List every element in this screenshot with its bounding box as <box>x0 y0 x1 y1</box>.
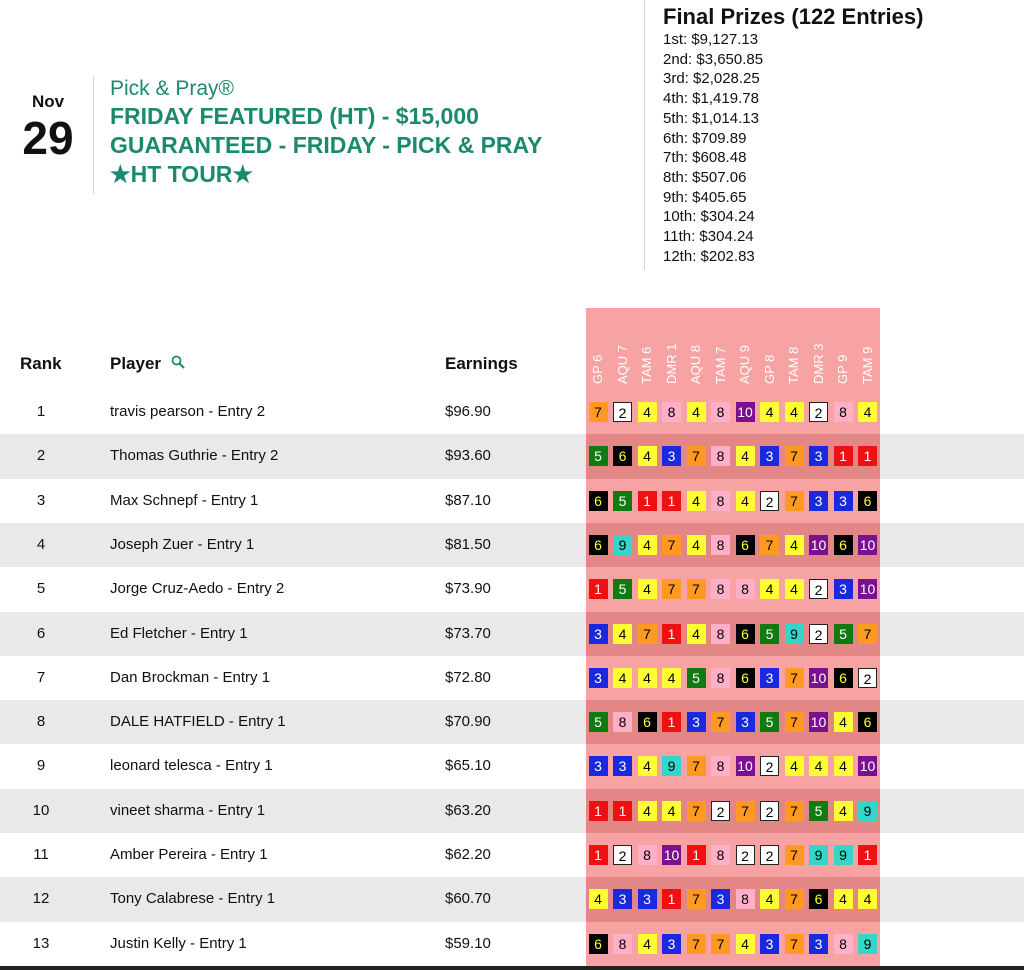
pick-badge: 4 <box>662 668 681 688</box>
pick-badge: 4 <box>785 579 804 599</box>
pick-badge: 2 <box>858 668 877 688</box>
pick-badge: 4 <box>687 535 706 555</box>
pick-badge: 8 <box>736 579 755 599</box>
pick-badge: 3 <box>760 446 779 466</box>
prize-item: 1st: $9,127.13 <box>663 31 759 48</box>
earnings-cell: $73.90 <box>445 580 491 598</box>
table-row[interactable] <box>0 789 1024 833</box>
pick-badge: 2 <box>760 801 779 821</box>
pick-badge: 6 <box>589 535 608 555</box>
pick-badge: 2 <box>613 402 632 422</box>
pick-badge: 3 <box>662 446 681 466</box>
rank-cell: 8 <box>36 713 46 731</box>
pick-badge: 2 <box>760 491 779 511</box>
earnings-cell: $81.50 <box>445 535 491 553</box>
earnings-cell: $59.10 <box>445 934 491 952</box>
player-name[interactable]: DALE HATFIELD - Entry 1 <box>110 713 286 731</box>
pick-badge: 3 <box>613 889 632 909</box>
race-header <box>709 308 734 386</box>
pick-badge: 7 <box>687 889 706 909</box>
pick-badge: 8 <box>736 889 755 909</box>
table-row[interactable] <box>0 833 1024 877</box>
pick-badge: 4 <box>760 889 779 909</box>
final-prizes <box>663 4 923 266</box>
pick-badge: 3 <box>809 446 828 466</box>
table-row[interactable] <box>0 390 1024 434</box>
pick-badge: 3 <box>736 712 755 732</box>
player-name[interactable]: Justin Kelly - Entry 1 <box>110 934 247 952</box>
race-header <box>831 308 856 386</box>
pick-badge: 5 <box>809 801 828 821</box>
table-row[interactable] <box>0 612 1024 656</box>
pick-badge: 4 <box>638 402 657 422</box>
pick-badge: 4 <box>834 712 853 732</box>
pick-badge: 7 <box>785 934 804 954</box>
race-header <box>856 308 881 386</box>
race-header <box>660 308 685 386</box>
pick-badge: 9 <box>809 845 828 865</box>
rank-cell: 4 <box>36 535 46 553</box>
player-name[interactable]: Max Schnepf - Entry 1 <box>110 491 259 509</box>
pick-badge: 3 <box>834 579 853 599</box>
table-row[interactable] <box>0 434 1024 478</box>
race-header-label: TAM 9 <box>859 346 875 384</box>
pick-badge: 10 <box>737 758 753 775</box>
pick-badge: 3 <box>711 889 730 909</box>
pick-badge: 7 <box>589 402 608 422</box>
prize-item: 9th: $405.65 <box>663 188 747 206</box>
pick-badge: 5 <box>589 712 608 732</box>
event-title-block <box>110 76 590 189</box>
pick-badge: 7 <box>662 535 681 555</box>
pick-badge: 9 <box>662 756 681 776</box>
rank-cell: 1 <box>36 403 46 420</box>
pick-badge: 6 <box>589 934 608 954</box>
pick-badge: 4 <box>809 756 828 776</box>
earnings-cell: $63.20 <box>445 801 491 819</box>
pick-badge: 7 <box>785 889 804 909</box>
pick-badge: 4 <box>736 491 755 511</box>
pick-badge: 2 <box>809 402 828 422</box>
pick-badge: 8 <box>638 845 657 865</box>
rank-cell: 11 <box>33 846 49 863</box>
player-name[interactable]: leonard telesca - Entry 1 <box>110 757 273 775</box>
player-name[interactable]: Joseph Zuer - Entry 1 <box>110 535 255 553</box>
rank-cell: 12 <box>32 890 50 908</box>
table-row[interactable] <box>0 479 1024 523</box>
player-header-label: Player <box>110 354 162 373</box>
pick-badge: 4 <box>834 801 853 821</box>
pick-badge: 6 <box>736 535 755 555</box>
pick-badge: 10 <box>737 404 753 420</box>
pick-badge: 3 <box>834 491 853 511</box>
player-name[interactable]: Dan Brockman - Entry 1 <box>110 668 271 686</box>
pick-badge: 4 <box>638 579 657 599</box>
earnings-cell: $73.70 <box>445 624 491 642</box>
pick-badge: 7 <box>687 756 706 776</box>
pick-badge: 8 <box>711 579 730 599</box>
pick-badge: 8 <box>711 845 730 865</box>
pick-badge: 7 <box>687 801 706 821</box>
player-name[interactable]: Thomas Guthrie - Entry 2 <box>110 447 279 465</box>
race-header <box>635 308 660 386</box>
pick-badge: 1 <box>662 889 681 909</box>
race-header-label: GP 9 <box>835 354 851 384</box>
pick-badge: 4 <box>834 889 853 909</box>
pick-badge: 6 <box>736 668 755 688</box>
search-icon[interactable] <box>167 356 185 373</box>
rank-cell: 3 <box>36 491 46 509</box>
pick-badge: 8 <box>711 491 730 511</box>
rank-cell: 6 <box>36 624 46 642</box>
pick-badge: 6 <box>834 535 853 555</box>
event-title: FRIDAY FEATURED (HT) - $15,000 GUARANTEED - FRIDAY - PICK & PRAY ★HT TOUR★ <box>110 103 542 187</box>
pick-badge: 4 <box>638 446 657 466</box>
pick-badge: 3 <box>809 934 828 954</box>
pick-badge: 4 <box>785 535 804 555</box>
pick-badge: 6 <box>834 668 853 688</box>
pick-badge: 5 <box>589 446 608 466</box>
race-header-label: TAM 7 <box>712 346 728 384</box>
event-date <box>14 92 82 162</box>
race-header <box>733 308 758 386</box>
pick-badge: 1 <box>662 491 681 511</box>
race-header <box>758 308 783 386</box>
pick-badge: 8 <box>711 535 730 555</box>
pick-badge: 3 <box>760 668 779 688</box>
player-name[interactable]: travis pearson - Entry 2 <box>110 403 266 420</box>
pick-badge: 9 <box>858 934 877 954</box>
pick-badge: 1 <box>613 801 632 821</box>
prize-item: 2nd: $3,650.85 <box>663 50 764 68</box>
divider <box>93 76 94 194</box>
pick-badge: 2 <box>760 845 779 865</box>
pick-badge: 8 <box>834 934 853 954</box>
race-header <box>782 308 807 386</box>
pick-badge: 4 <box>858 402 877 422</box>
prizes-heading: Final Prizes (122 Entries) <box>663 4 924 29</box>
pick-badge: 1 <box>589 579 608 599</box>
race-header-label: TAM 6 <box>639 346 655 384</box>
pick-badge: 5 <box>760 712 779 732</box>
prize-item: 6th: $709.89 <box>663 129 747 147</box>
pick-badge: 4 <box>687 402 706 422</box>
race-header-label: AQU 9 <box>737 344 753 384</box>
pick-badge: 7 <box>687 446 706 466</box>
pick-badge: 10 <box>810 714 827 731</box>
earnings-cell: $62.20 <box>445 846 491 863</box>
player-name[interactable]: Jorge Cruz-Aedo - Entry 2 <box>110 580 285 598</box>
pick-badge: 1 <box>834 446 853 466</box>
rank-cell: 13 <box>32 934 50 952</box>
pick-badge: 3 <box>809 491 828 511</box>
table-row[interactable] <box>0 922 1024 966</box>
pick-badge: 4 <box>834 756 853 776</box>
pick-badge: 5 <box>613 491 632 511</box>
race-header <box>611 308 636 386</box>
race-headers <box>586 308 880 386</box>
race-header-label: TAM 8 <box>786 346 802 384</box>
pick-badge: 4 <box>589 889 608 909</box>
table-row[interactable] <box>0 877 1024 921</box>
pick-badge: 4 <box>785 402 804 422</box>
earnings-cell: $60.70 <box>445 890 491 908</box>
pick-badge: 8 <box>711 756 730 776</box>
pick-badge: 7 <box>785 491 804 511</box>
pick-badge: 8 <box>613 934 632 954</box>
player-name[interactable]: Amber Pereira - Entry 1 <box>110 846 268 863</box>
pick-badge: 2 <box>809 624 828 644</box>
race-header-label: AQU 7 <box>614 344 630 384</box>
pick-badge: 4 <box>638 668 657 688</box>
race-header <box>807 308 832 386</box>
prize-item: 5th: $1,014.13 <box>663 109 759 127</box>
pick-badge: 4 <box>662 801 681 821</box>
event-month: Nov <box>31 92 65 111</box>
pick-badge: 7 <box>785 446 804 466</box>
pick-badge: 1 <box>858 845 877 865</box>
race-header <box>586 308 611 386</box>
pick-badge: 7 <box>662 579 681 599</box>
rank-header: Rank <box>20 354 62 373</box>
pick-badge: 4 <box>638 756 657 776</box>
pick-badge: 4 <box>736 446 755 466</box>
pick-badge: 2 <box>736 845 755 865</box>
pick-badge: 2 <box>760 756 779 776</box>
pick-badge: 8 <box>711 624 730 644</box>
earnings-header: Earnings <box>445 354 518 373</box>
prize-item: 8th: $507.06 <box>663 168 747 186</box>
pick-badge: 1 <box>589 801 608 821</box>
player-header[interactable] <box>110 354 185 374</box>
earnings-cell: $87.10 <box>445 491 491 509</box>
rank-cell: 9 <box>36 757 46 775</box>
event-subtitle: Pick & Pray® <box>110 77 235 100</box>
pick-badge: 4 <box>687 491 706 511</box>
pick-badge: 4 <box>687 624 706 644</box>
rank-cell: 5 <box>36 580 46 598</box>
pick-badge: 8 <box>711 668 730 688</box>
pick-badge: 8 <box>834 402 853 422</box>
pick-badge: 8 <box>711 402 730 422</box>
pick-badge: 8 <box>662 402 681 422</box>
pick-badge: 6 <box>613 446 632 466</box>
pick-badge: 3 <box>760 934 779 954</box>
race-header-label: GP 8 <box>761 354 777 384</box>
rank-cell: 7 <box>36 668 46 686</box>
prize-item: 11th: $304.24 <box>663 228 754 246</box>
race-header-label: DMR 3 <box>810 343 826 384</box>
pick-badge: 10 <box>859 536 876 553</box>
prize-item: 10th: $304.24 <box>663 208 755 226</box>
pick-badge: 7 <box>736 801 755 821</box>
pick-badge: 8 <box>711 446 730 466</box>
race-header <box>684 308 709 386</box>
pick-badge: 7 <box>687 934 706 954</box>
pick-badge: 9 <box>834 845 853 865</box>
race-header-label: GP 6 <box>590 354 606 384</box>
pick-badge: 1 <box>589 845 608 865</box>
pick-badge: 10 <box>859 758 876 775</box>
table-row[interactable] <box>0 656 1024 700</box>
prize-item: 4th: $1,419.78 <box>663 90 759 108</box>
pick-badge: 1 <box>638 491 657 511</box>
pick-badge: 4 <box>638 535 657 555</box>
table-row[interactable] <box>0 700 1024 744</box>
pick-badge: 7 <box>858 624 877 644</box>
pick-badge: 2 <box>711 801 730 821</box>
earnings-cell: $65.10 <box>445 757 491 775</box>
pick-badge: 9 <box>785 624 804 644</box>
pick-badge: 3 <box>662 934 681 954</box>
pick-badge: 4 <box>760 402 779 422</box>
pick-badge: 8 <box>613 712 632 732</box>
race-header-label: DMR 1 <box>663 343 679 384</box>
pick-badge: 1 <box>662 624 681 644</box>
prize-item: 7th: $608.48 <box>663 149 747 167</box>
pick-badge: 10 <box>810 669 827 686</box>
pick-badge: 7 <box>785 845 804 865</box>
pick-badge: 1 <box>687 845 706 865</box>
pick-badge: 4 <box>613 624 632 644</box>
pick-badge: 4 <box>736 934 755 954</box>
pick-badge: 7 <box>711 934 730 954</box>
pick-badge: 10 <box>663 847 680 863</box>
pick-badge: 1 <box>858 446 877 466</box>
bottom-bar <box>0 966 1024 970</box>
pick-badge: 6 <box>809 889 828 909</box>
pick-badge: 7 <box>785 712 804 732</box>
player-name[interactable]: Tony Calabrese - Entry 1 <box>110 890 276 908</box>
player-name[interactable]: Ed Fletcher - Entry 1 <box>110 624 248 642</box>
pick-badge: 3 <box>589 668 608 688</box>
prize-item: 3rd: $2,028.25 <box>663 70 760 88</box>
pick-badge: 6 <box>589 491 608 511</box>
earnings-cell: $70.90 <box>445 713 491 731</box>
pick-badge: 3 <box>638 889 657 909</box>
player-name[interactable]: vineet sharma - Entry 1 <box>110 801 266 819</box>
pick-badge: 4 <box>760 579 779 599</box>
pick-badge: 6 <box>736 624 755 644</box>
pick-badge: 7 <box>711 712 730 732</box>
pick-badge: 9 <box>858 801 877 821</box>
pick-badge: 4 <box>858 889 877 909</box>
table-row[interactable] <box>0 567 1024 611</box>
pick-badge: 1 <box>662 712 681 732</box>
pick-badge: 3 <box>589 624 608 644</box>
pick-badge: 6 <box>858 491 877 511</box>
table-row[interactable] <box>0 523 1024 567</box>
table-row[interactable] <box>0 744 1024 788</box>
race-header-label: AQU 8 <box>688 344 704 384</box>
pick-badge: 7 <box>638 624 657 644</box>
pick-badge: 4 <box>638 801 657 821</box>
pick-badge: 10 <box>810 536 827 553</box>
pick-badge: 2 <box>613 845 632 865</box>
pick-badge: 5 <box>760 624 779 644</box>
pick-badge: 7 <box>760 535 779 555</box>
pick-badge: 9 <box>613 535 632 555</box>
pick-badge: 6 <box>858 712 877 732</box>
pick-badge: 3 <box>589 756 608 776</box>
earnings-cell: $96.90 <box>445 403 491 420</box>
pick-badge: 7 <box>687 579 706 599</box>
pick-badge: 3 <box>687 712 706 732</box>
event-day: 29 <box>22 112 74 164</box>
rank-cell: 2 <box>36 447 46 465</box>
pick-badge: 3 <box>613 756 632 776</box>
pick-badge: 4 <box>785 756 804 776</box>
pick-badge: 5 <box>687 668 706 688</box>
earnings-cell: $93.60 <box>445 447 491 465</box>
pick-badge: 2 <box>809 579 828 599</box>
pick-badge: 4 <box>613 668 632 688</box>
earnings-cell: $72.80 <box>445 668 491 686</box>
pick-badge: 10 <box>859 581 876 598</box>
pick-badge: 5 <box>613 579 632 599</box>
rank-cell: 10 <box>32 801 50 819</box>
pick-badge: 5 <box>834 624 853 644</box>
pick-badge: 7 <box>785 668 804 688</box>
prize-list <box>663 30 923 266</box>
prize-item: 12th: $202.83 <box>663 247 755 265</box>
pick-badge: 7 <box>785 801 804 821</box>
pick-badge: 6 <box>638 712 657 732</box>
divider <box>644 0 645 270</box>
pick-badge: 4 <box>638 934 657 954</box>
